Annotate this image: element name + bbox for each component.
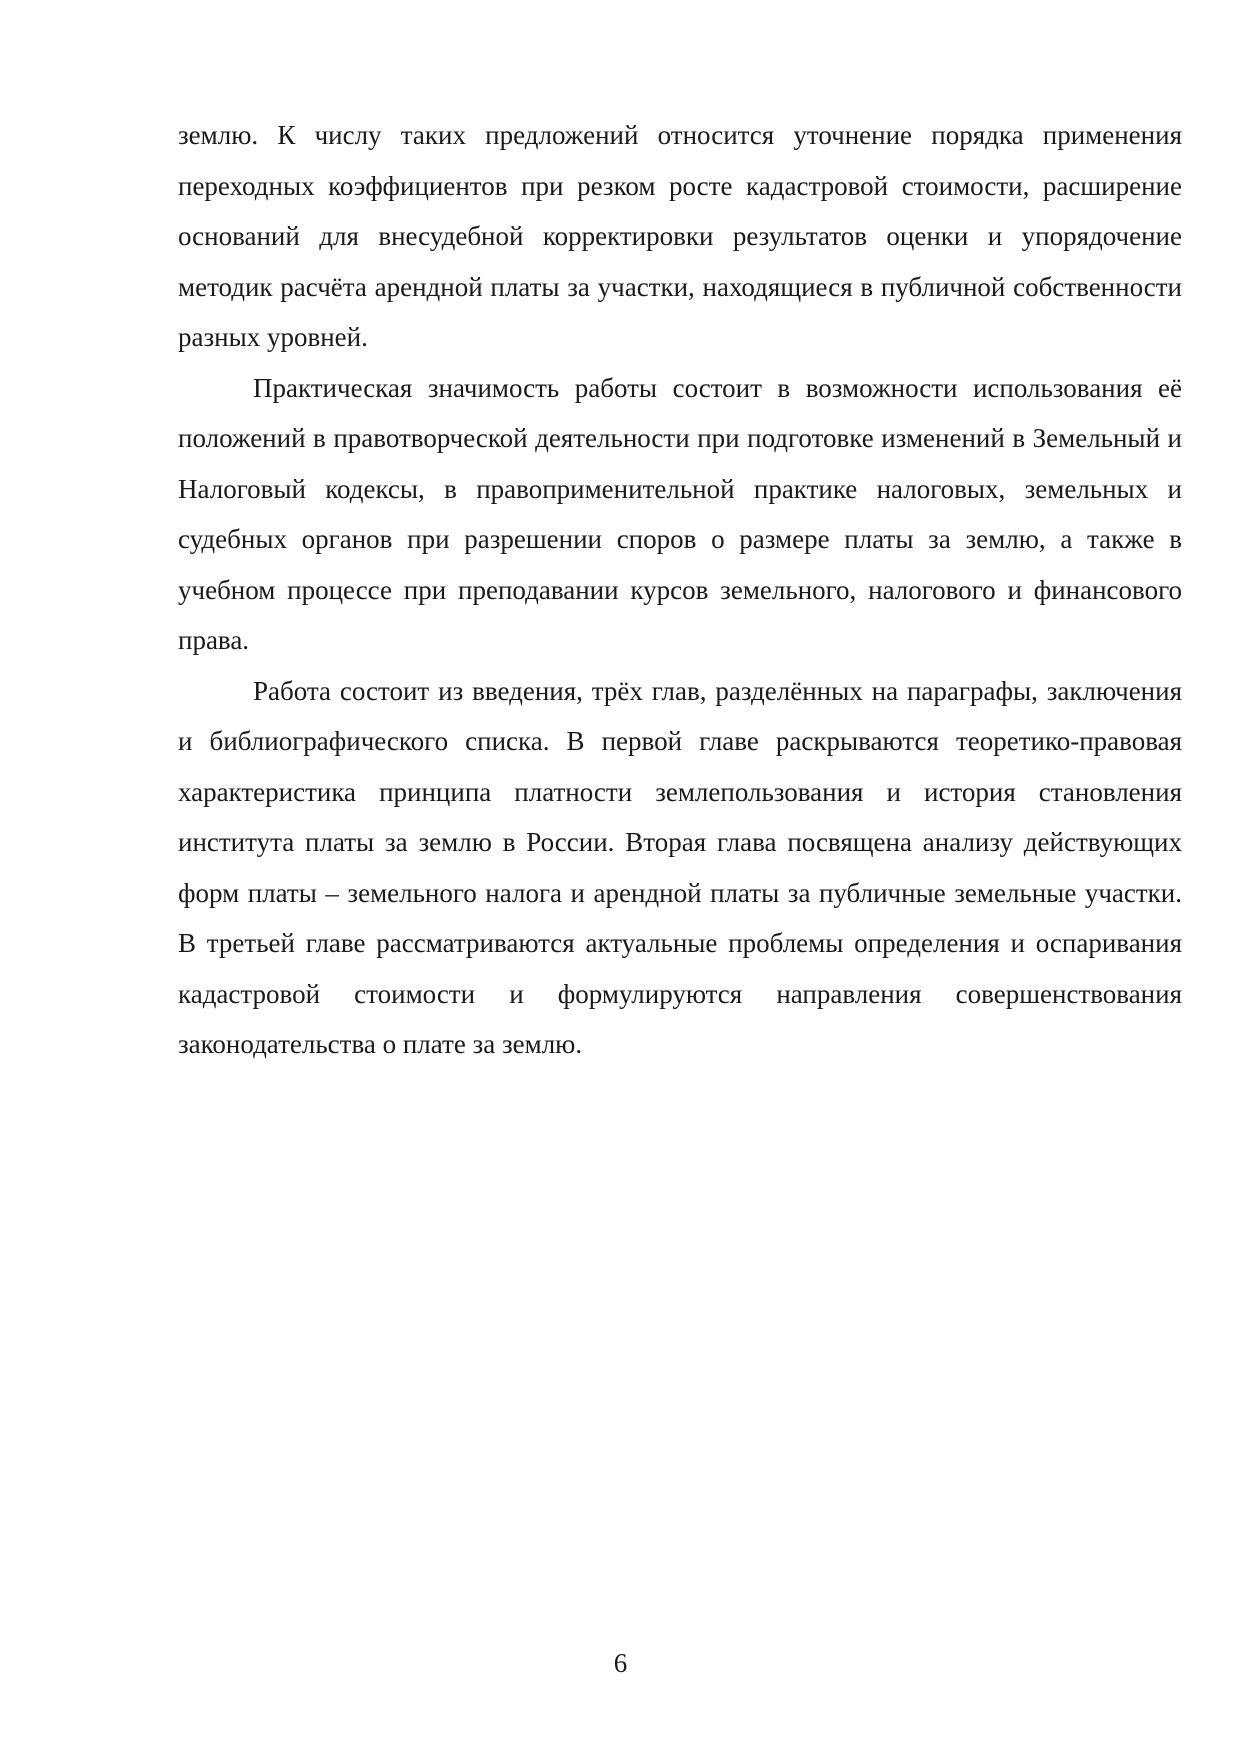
paragraph-continuation: землю. К числу таких предложений относится уточнение порядка применения переходных коэффициентов при резком росте кадастровой стоимости, расширение оснований для внесудебной корректировки результатов оценки и упорядочение методик расчёта арендной платы за участки, находящиеся в публичной собственности разных уровней. <box>178 120 1182 352</box>
body-text <box>178 110 1182 1070</box>
paragraph-practical-significance: Практическая значимость работы состоит в возможности использования её положений в правотворческой деятельности при подготовке изменений в Земельный и Налоговый кодексы, в правоприменительной практике налоговых, земельных и судебных органов при разрешении споров о размере платы за землю, а также в учебном процессе при преподавании курсов земельного, налогового и финансового права. <box>178 372 1182 655</box>
paragraph-work-structure: Работа состоит из введения, трёх глав, разделённых на параграфы, заключения и библиографического списка. В первой главе раскрываются теоретико-правовая характеристика принципа платности землепользования и история становления института платы за землю в России. Вторая глава посвящена анализу действующих форм платы – земельного налога и арендной платы за публичные земельные участки. В третьей главе рассматриваются актуальные проблемы определения и оспаривания кадастровой стоимости и формулируются направления совершенствования законодательства о плате за землю. <box>178 675 1182 1059</box>
page-number: 6 <box>613 1648 628 1678</box>
